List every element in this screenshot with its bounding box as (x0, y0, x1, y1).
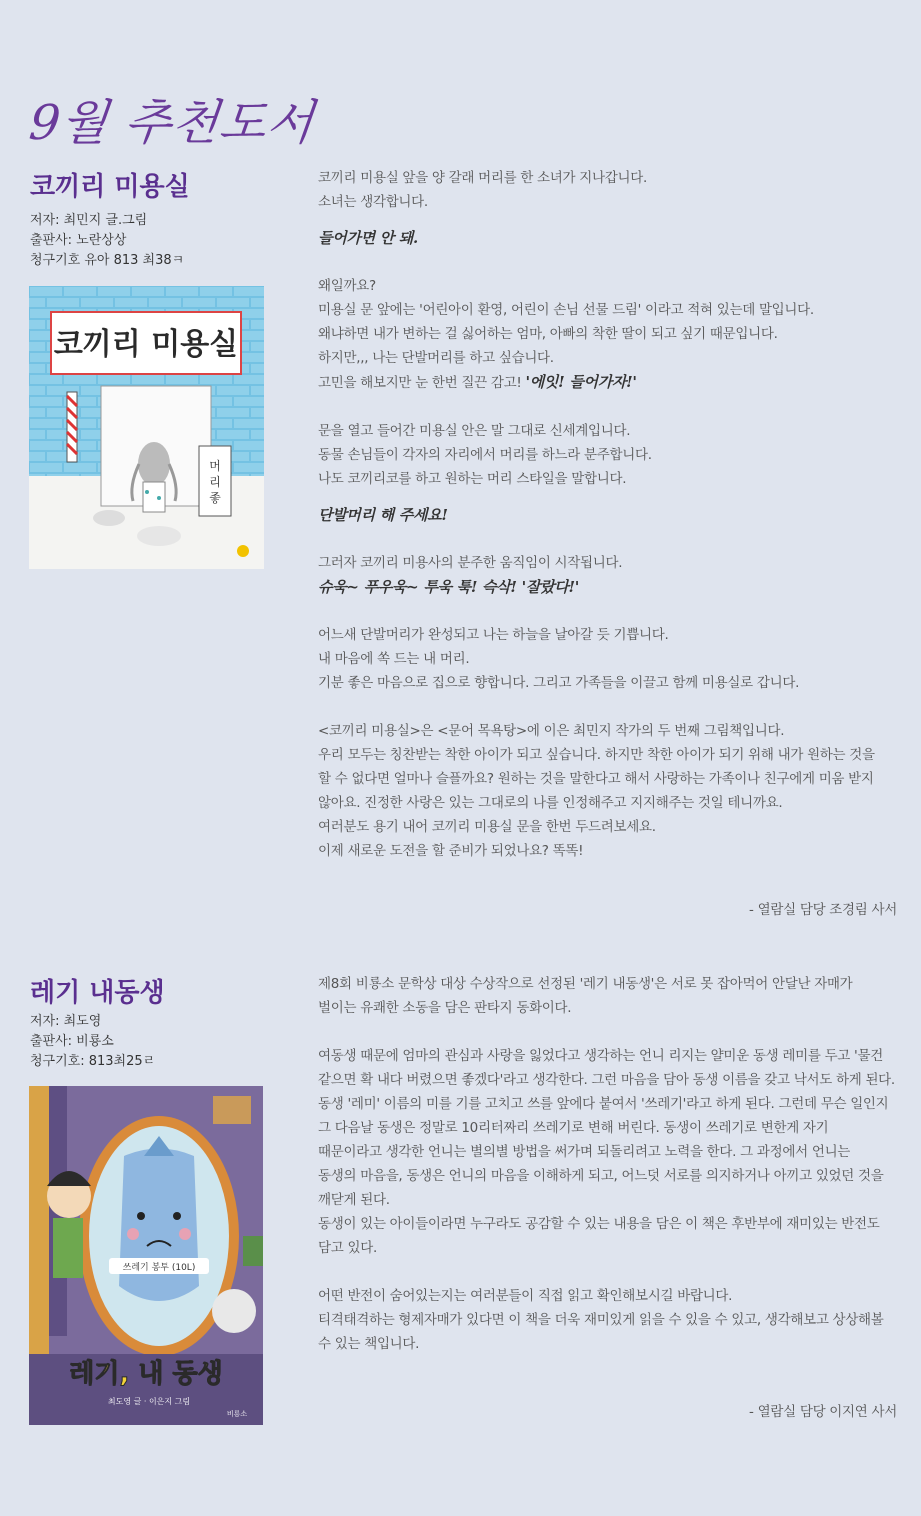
cover-authors-text: 최도영 글 · 이은지 그림 (107, 1397, 191, 1406)
review-line: 동물 손님들이 각자의 자리에서 머리를 하느라 분주합니다. (318, 447, 652, 463)
review-line: 문을 열고 들어간 미용실 안은 말 그대로 신세계입니다. (318, 423, 631, 439)
book-review-text (318, 166, 898, 863)
book-call-number: 청구기호 유아 813 최38ㅋ (30, 253, 185, 268)
svg-text:리: 리 (209, 475, 221, 489)
reviewer-signature: - 열람실 담당 조경림 사서 (749, 902, 897, 918)
book-meta (30, 211, 184, 271)
review-line: 내 마음에 쏙 드는 내 머리. (318, 651, 470, 667)
review-line: 그 다음날 동생은 정말로 10리터짜리 쓰레기로 변해 버린다. 동생이 쓰레기로 변한게 자기 (318, 1120, 829, 1136)
review-line: 여러분도 용기 내어 코끼리 미용실 문을 한번 두드려보세요. (318, 819, 656, 835)
cover-title-text: 코끼리 미용실 (53, 327, 239, 362)
review-line: 깨닫게 된다. (318, 1192, 390, 1208)
review-line: 고민을 해보지만 눈 한번 질끈 감고! '에잇! 들어가자!' (318, 373, 637, 391)
review-line: 어느새 단발머리가 완성되고 나는 하늘을 날아갈 듯 기쁩니다. (318, 627, 669, 643)
review-emphasis: 들어가면 안 돼. (318, 229, 418, 247)
review-line: 할 수 없다면 얼마나 슬플까요? 원하는 것을 말한다고 해서 사랑하는 가족이나 친구에게 미움 받지 (318, 771, 874, 787)
page-title: 9월 추천도서 (26, 95, 318, 151)
review-line: 않아요. 진정한 사랑은 있는 그대로의 나를 인정해주고 지지해주는 것일 테니까요. (318, 795, 783, 811)
review-line: 제8회 비룡소 문학상 대상 수상작으로 선정된 '레기 내동생'은 서로 못 잡아먹어 안달난 자매가 (318, 976, 853, 992)
review-line: 동생이 있는 아이들이라면 누구라도 공감할 수 있는 내용을 담은 이 책은 후반부에 재미있는 반전도 (318, 1216, 880, 1232)
review-line: 나도 코끼리코를 하고 원하는 머리 스타일을 말합니다. (318, 471, 627, 487)
book-meta (30, 1012, 155, 1072)
review-line: 담고 있다. (318, 1240, 377, 1256)
svg-text:머: 머 (209, 459, 221, 473)
book-call-number: 청구기호: 813최25ㄹ (30, 1054, 156, 1069)
review-line: 미용실 문 앞에는 '어린아이 환영, 어린이 손님 선물 드림' 이라고 적혀 있는데 말입니다. (318, 302, 814, 318)
review-line: 왜냐하면 내가 변하는 걸 싫어하는 엄마, 아빠의 착한 딸이 되고 싶기 때문입니다. (318, 326, 778, 342)
book-title: 코끼리 미용실 (30, 172, 190, 202)
review-emphasis: 슈욱~ 푸우욱~ 투욱 툭! 슥삭! '잘랐다!' (318, 578, 580, 596)
cover-publisher-mark: 비룡소 (226, 1410, 248, 1418)
review-line: 우리 모두는 칭찬받는 착한 아이가 되고 싶습니다. 하지만 착한 아이가 되기 위해 내가 원하는 것을 (318, 747, 875, 763)
cover-title-text: 레기, 내 동생 (69, 1359, 223, 1389)
review-line: 동생의 마음을, 동생은 언니의 마음을 이해하게 되고, 어느덧 서로를 의지하거나 아끼고 있었던 것을 (318, 1168, 884, 1184)
review-line: 소녀는 생각합니다. (318, 194, 428, 210)
reviewer-signature: - 열람실 담당 이지연 사서 (749, 1404, 897, 1420)
review-line: 그러자 코끼리 미용사의 분주한 움직임이 시작됩니다. (318, 555, 623, 571)
review-line: 벌이는 유쾌한 소동을 담은 판타지 동화이다. (318, 1000, 572, 1016)
book-author: 저자: 최민지 글.그림 (30, 213, 148, 228)
review-line: <코끼리 미용실>은 <문어 목욕탕>에 이은 최민지 작가의 두 번째 그림책입니다. (318, 723, 785, 739)
review-line: 동생 '레미' 이름의 미를 기를 고치고 쓰를 앞에다 붙여서 '쓰레기'라고 하게 된다. 그런데 무슨 일인지 (318, 1096, 889, 1112)
book-publisher: 출판사: 노란상상 (30, 233, 127, 248)
review-line: 티격태격하는 형제자매가 있다면 이 책을 더욱 재미있게 읽을 수 있을 수 있고, 생각해보고 상상해볼 (318, 1312, 884, 1328)
review-line: 왜일까요? (318, 278, 376, 294)
review-line: 때문이라고 생각한 언니는 별의별 방법을 써가며 되돌리려고 노력을 한다. 그 과정에서 언니는 (318, 1144, 851, 1160)
cover-bag-label: 쓰레기 봉투 (10L) (122, 1263, 196, 1273)
review-line: 이제 새로운 도전을 할 준비가 되었나요? 똑똑! (318, 843, 584, 859)
book-title: 레기 내동생 (30, 978, 165, 1008)
svg-text:좋: 좋 (209, 491, 221, 505)
review-line: 여동생 때문에 엄마의 관심과 사랑을 잃었다고 생각하는 언니 리지는 얄미운 동생 레미를 두고 '물건 (318, 1048, 883, 1064)
review-line: 코끼리 미용실 앞을 양 갈래 머리를 한 소녀가 지나갑니다. (318, 170, 647, 186)
review-line: 하지만,,, 나는 단발머리를 하고 싶습니다. (318, 350, 554, 366)
review-line: 수 있는 책입니다. (318, 1336, 420, 1352)
review-line: 기분 좋은 마음으로 집으로 향합니다. 그리고 가족들을 이끌고 함께 미용실로 갑니다. (318, 675, 800, 691)
book-cover-image (29, 286, 264, 569)
review-emphasis: 단발머리 해 주세요! (318, 506, 448, 524)
book-cover-image (29, 1086, 263, 1425)
review-line: 어떤 반전이 숨어있는지는 여러분들이 직접 읽고 확인해보시길 바랍니다. (318, 1288, 733, 1304)
review-emphasis: '에잇! 들어가자!' (525, 373, 637, 391)
book-publisher: 출판사: 비룡소 (30, 1034, 114, 1049)
book-review-text (318, 972, 898, 1356)
book-author: 저자: 최도영 (30, 1014, 102, 1029)
review-line: 같으면 확 내다 버렸으면 좋겠다'라고 생각한다. 그런 마음을 담아 동생 이름을 갖고 낙서도 하게 된다. (318, 1072, 895, 1088)
